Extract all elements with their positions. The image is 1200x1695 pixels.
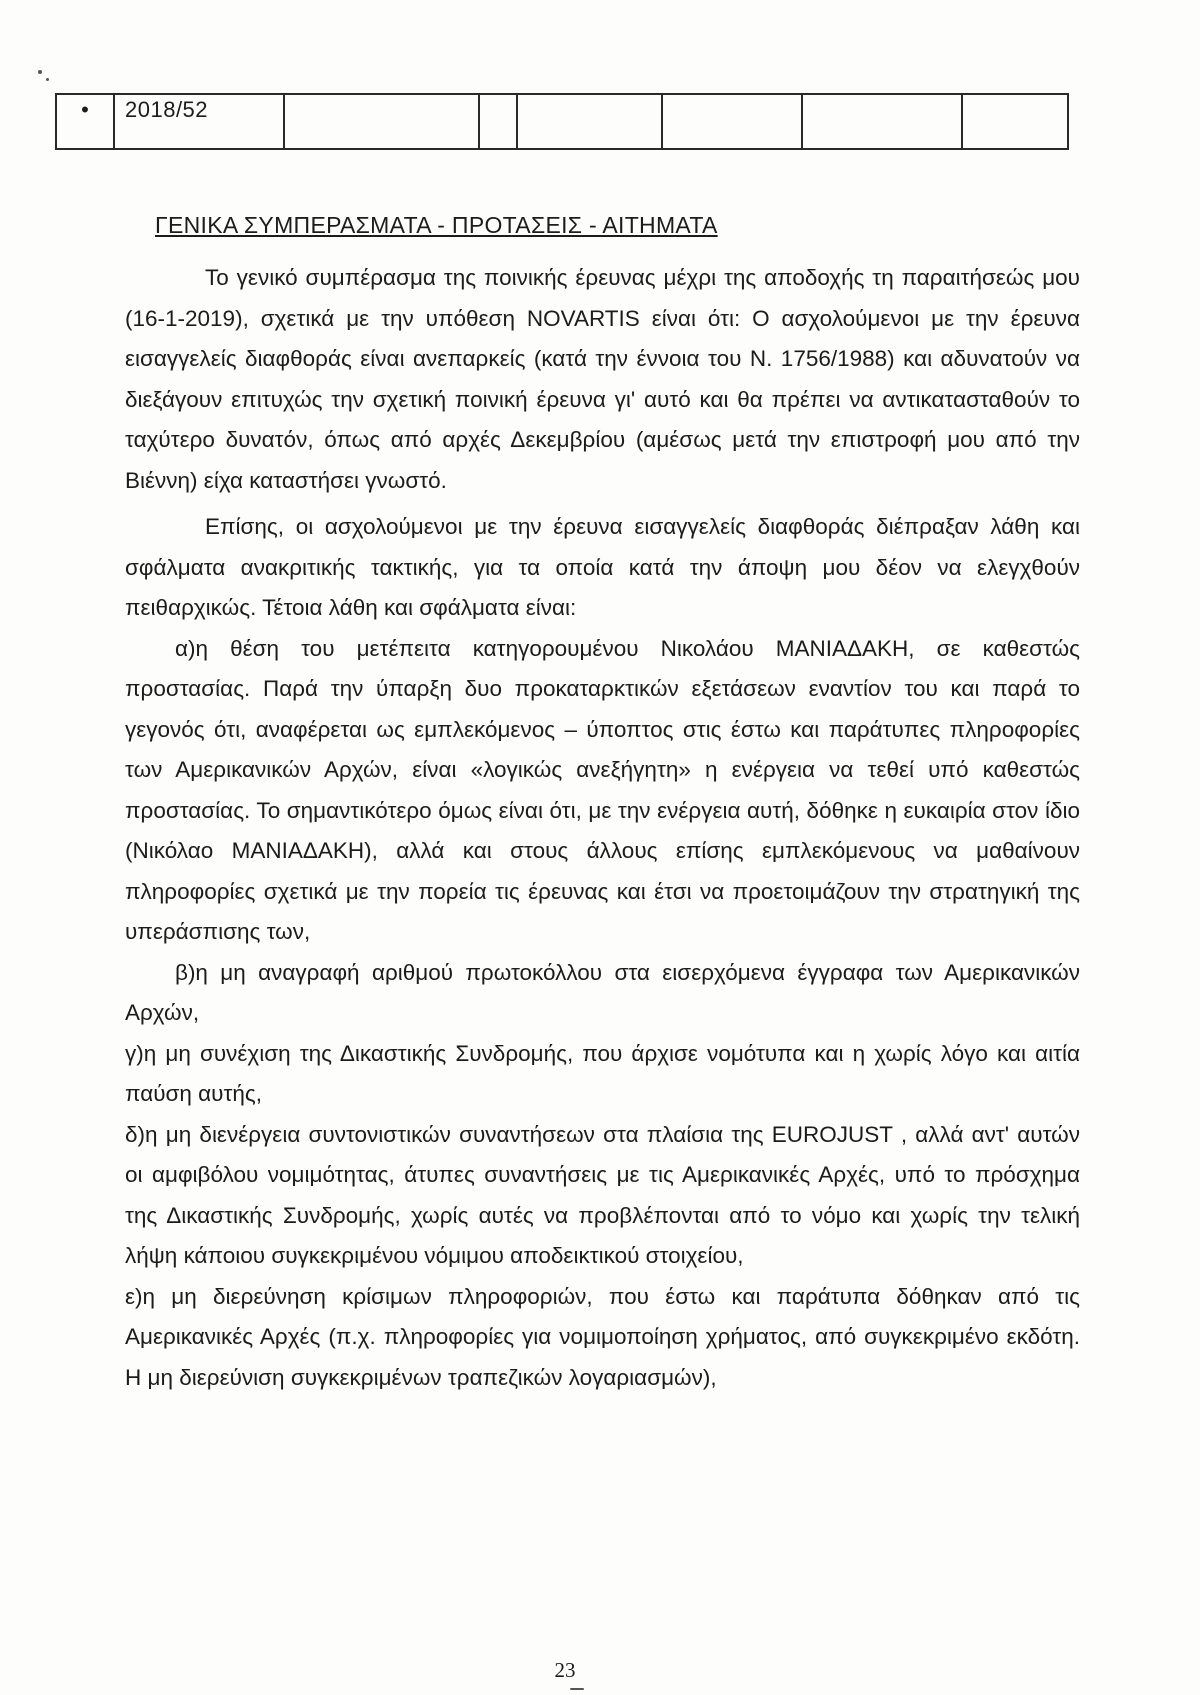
page-number: 23 — [554, 1658, 576, 1682]
header-reference-table — [55, 93, 1069, 150]
scan-speck — [46, 78, 49, 81]
header-cell-empty — [802, 94, 962, 149]
header-cell-marker: • — [56, 94, 114, 149]
document-body — [125, 258, 1080, 1398]
header-row — [56, 94, 1068, 149]
header-cell-empty — [662, 94, 802, 149]
paragraph-errors-intro: Επίσης, οι ασχολούμενοι με την έρευνα εισαγγελείς διαφθοράς διέπραξαν λάθη και σφάλματα ανακριτικής τακτικής, για τα οποία κατά την άποψη μου δέον να ελεγχθούν πειθαρχικώς. Τέτοια λάθη και σφάλματα είναι: — [125, 514, 1080, 620]
paragraph-general-conclusion: Το γενικό συμπέρασμα της ποινικής έρευνας μέχρι της αποδοχής τη παραιτήσεώς μου (16-1-2019), σχετικά με την υπόθεση NOVARTIS είναι ότι: Ο ασχολούμενοι με την έρευνα εισαγγελείς διαφθοράς είναι ανεπαρκείς (κατά την έννοια του Ν. 1756/1988) και αδυνατούν να διεξάγουν επιτυχώς την σχετική ποινική έρευνα γι' αυτό και θα πρέπει να αντικατασταθούν το ταχύτερο δυνατόν, όπως από αρχές Δεκεμβρίου (αμέσως μετά την επιστροφή μου από την Βιέννη) είχα καταστήσει γνωστό. — [125, 265, 1080, 493]
header-cell-case-number: 2018/52 — [114, 94, 284, 149]
scan-speck — [38, 70, 42, 74]
section-heading: ΓΕΝΙΚΑ ΣΥΜΠΕΡΑΣΜΑΤΑ - ΠΡΟΤΑΣΕΙΣ - ΑΙΤΗΜΑΤΑ — [155, 212, 718, 238]
list-item-d: δ)η μη διενέργεια συντονιστικών συναντήσεων στα πλαίσια της EUROJUST , αλλά αντ' αυτών οι αμφιβόλου νομιμότητας, άτυπες συναντήσεις με τις Αμερικανικές Αρχές, υπό το πρόσχημα της Δικαστικής Συνδρομής, χωρίς αυτές να προβλέπονται από το νόμο και χωρίς την τελική λήψη κάποιου συγκεκριμένου νόμιμου αποδεικτικού στοιχείου, — [125, 1121, 1080, 1268]
header-cell-empty — [517, 94, 662, 149]
list-item-c: γ)η μη συνέχιση της Δικαστικής Συνδρομής, που άρχισε νομότυπα και η χωρίς λόγο και αιτία παύση αυτής, — [125, 1040, 1080, 1106]
header-cell-empty — [962, 94, 1068, 149]
header-cell-empty — [284, 94, 479, 149]
list-item-e: ε)η μη διερεύνηση κρίσιμων πληροφοριών, που έστω και παράτυπα δόθηκαν από τις Αμερικανικές Αρχές (π.χ. πληροφορίες για νομιμοποίηση χρήματος, από συγκεκριμένο εκδότη. Η μη διερεύνιση συγκεκριμένων τραπεζικών λογαριασμών), — [125, 1283, 1080, 1390]
list-item-b: β)η μη αναγραφή αριθμού πρωτοκόλλου στα εισερχόμενα έγγραφα των Αμερικανικών Αρχών, — [125, 959, 1080, 1025]
header-cell-empty — [479, 94, 517, 149]
scan-speck — [570, 1688, 584, 1690]
list-item-a: α)η θέση του μετέπειτα κατηγορουμένου Νικολάου ΜΑΝΙΑΔΑΚΗ, σε καθεστώς προστασίας. Παρά την ύπαρξη δυο προκαταρκτικών εξετάσεων εναντίον του και παρά το γεγονός ότι, αναφέρεται ως εμπλεκόμενος – ύποπτος στις έστω και παράτυπες πληροφορίες των Αμερικανικών Αρχών, είναι «λογικώς ανεξήγητη» η ενέργεια να τεθεί υπό καθεστώς προστασίας. Το σημαντικότερο όμως είναι ότι, με την ενέργεια αυτή, δόθηκε η ευκαιρία στον ίδιο (Νικόλαο ΜΑΝΙΑΔΑΚΗ), αλλά και στους άλλους επίσης εμπλεκόμενους να μαθαίνουν πληροφορίες σχετικά με την πορεία τις έρευνας και έτσι να προετοιμάζουν την στρατηγική της υπεράσπισης των, — [125, 635, 1080, 944]
